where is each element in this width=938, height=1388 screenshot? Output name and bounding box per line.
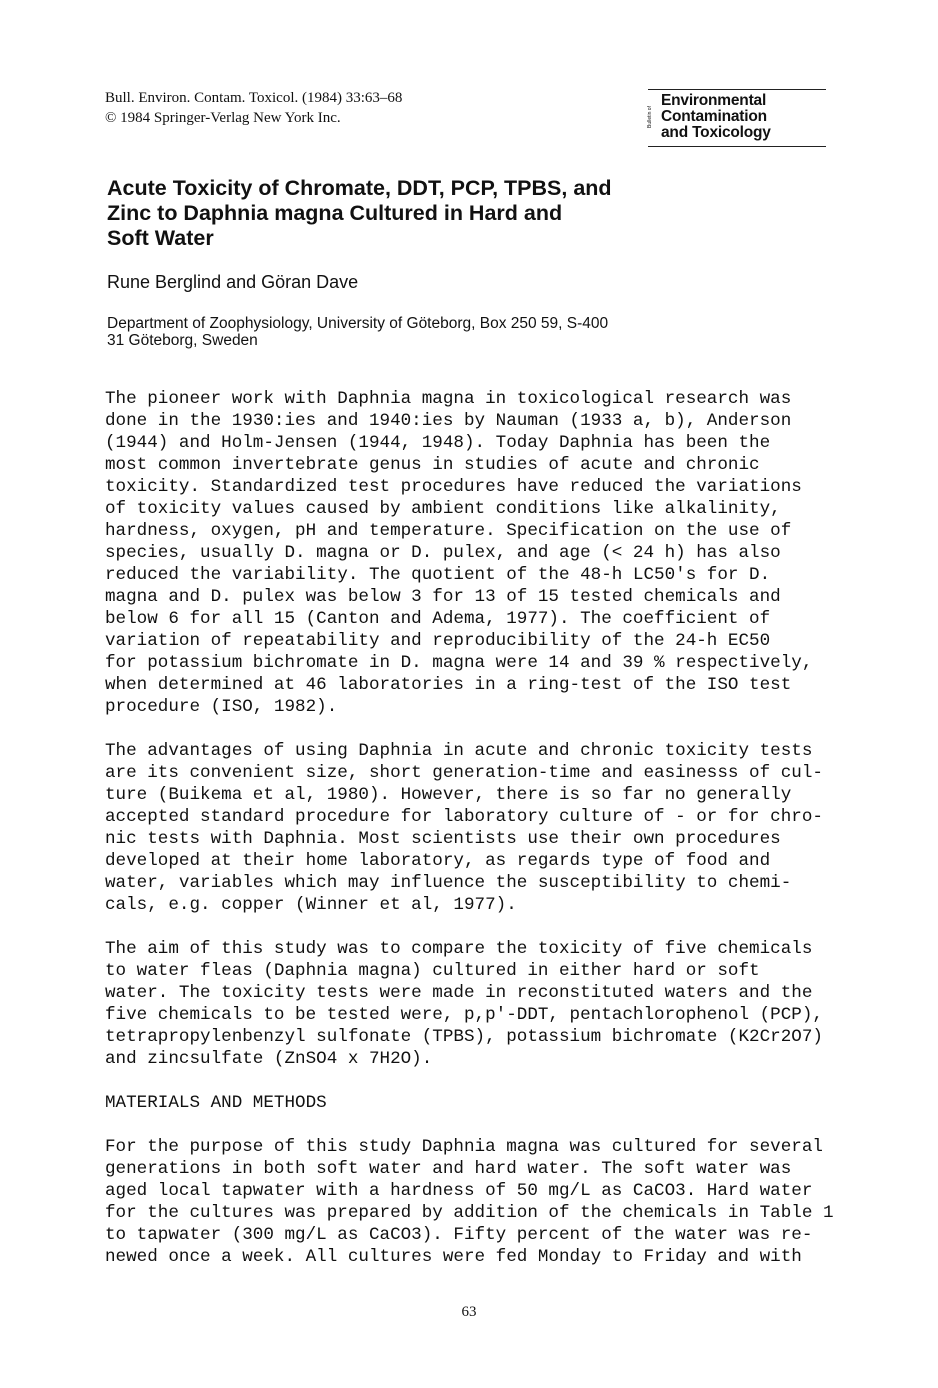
text-line: below 6 for all 15 (Canton and Adema, 1977). The coefficient of: [105, 609, 771, 629]
text-line: to tapwater (300 mg/L as CaCO3). Fifty percent of the water was re-: [105, 1225, 813, 1245]
text-line: for potassium bichromate in D. magna were 14 and 39 % respectively,: [105, 653, 813, 673]
text-line: when determined at 46 laboratories in a ring-test of the ISO test: [105, 675, 792, 695]
article-title: [107, 176, 807, 251]
journal-logo-line-3: and Toxicology: [661, 124, 771, 141]
text-line: The aim of this study was to compare the toxicity of five chemicals: [105, 939, 813, 959]
citation-line-2: © 1984 Springer-Verlag New York Inc.: [105, 110, 341, 126]
journal-logo-text: [661, 93, 771, 141]
text-line: For the purpose of this study Daphnia magna was cultured for several: [105, 1137, 823, 1157]
text-line: (1944) and Holm-Jensen (1944, 1948). Today Daphnia has been the: [105, 433, 771, 453]
text-line: aged local tapwater with a hardness of 50 mg/L as CaCO3. Hard water: [105, 1181, 813, 1201]
affiliation-line-1: Department of Zoophysiology, University of Göteborg, Box 250 59, S-400: [107, 315, 609, 332]
text-line: The advantages of using Daphnia in acute and chronic toxicity tests: [105, 741, 813, 761]
text-line: most common invertebrate genus in studies of acute and chronic: [105, 455, 760, 475]
text-line: five chemicals to be tested were, p,p'-DDT, pentachlorophenol (PCP),: [105, 1005, 823, 1025]
citation-line-1: Bull. Environ. Contam. Toxicol. (1984) 33:63–68: [105, 90, 403, 106]
text-line: are its convenient size, short generation-time and easinesss of cul-: [105, 763, 823, 783]
paragraph-advantages: [105, 740, 865, 916]
text-line: ture (Buikema et al, 1980). However, there is so far no generally: [105, 785, 792, 805]
text-line: toxicity. Standardized test procedures have reduced the variations: [105, 477, 802, 497]
text-line: and zincsulfate (ZnSO4 x 7H2O).: [105, 1049, 433, 1069]
text-line: nic tests with Daphnia. Most scientists use their own procedures: [105, 829, 781, 849]
text-line: magna and D. pulex was below 3 for 13 of 15 tested chemicals and: [105, 587, 781, 607]
paragraph-materials: [105, 1136, 865, 1268]
text-line: cals, e.g. copper (Winner et al, 1977).: [105, 895, 517, 915]
journal-logo-line-2: Contamination: [661, 108, 767, 125]
text-line: accepted standard procedure for laboratory culture of - or for chro-: [105, 807, 823, 827]
text-line: water, variables which may influence the susceptibility to chemi-: [105, 873, 792, 893]
journal-logo: [648, 89, 826, 147]
paragraph-aim: [105, 938, 865, 1070]
article-authors: Rune Berglind and Göran Dave: [107, 272, 359, 292]
paragraph-introduction: [105, 388, 865, 718]
text-line: to water fleas (Daphnia magna) cultured in either hard or soft: [105, 961, 760, 981]
text-line: water. The toxicity tests were made in reconstituted waters and the: [105, 983, 813, 1003]
text-line: developed at their home laboratory, as regards type of food and: [105, 851, 771, 871]
text-line: variation of repeatability and reproducibility of the 24-h EC50: [105, 631, 771, 651]
journal-logo-side-text: Bulletin of: [647, 106, 653, 128]
text-line: newed once a week. All cultures were fed Monday to Friday and with: [105, 1247, 802, 1267]
title-line-3: Soft Water: [107, 226, 214, 250]
text-line: for the cultures was prepared by addition of the chemicals in Table 1: [105, 1203, 834, 1223]
text-line: of toxicity values caused by ambient conditions like alkalinity,: [105, 499, 781, 519]
text-line: tetrapropylenbenzyl sulfonate (TPBS), potassium bichromate (K2Cr2O7): [105, 1027, 823, 1047]
citation-block: [105, 88, 402, 128]
title-line-2: Zinc to Daphnia magna Cultured in Hard and: [107, 201, 563, 225]
text-line: reduced the variability. The quotient of the 48-h LC50's for D.: [105, 565, 771, 585]
text-line: done in the 1930:ies and 1940:ies by Nauman (1933 a, b), Anderson: [105, 411, 792, 431]
author-affiliation: [107, 315, 608, 349]
title-line-1: Acute Toxicity of Chromate, DDT, PCP, TPBS, and: [107, 176, 612, 200]
section-heading-materials-methods: MATERIALS AND METHODS: [105, 1093, 327, 1113]
text-line: procedure (ISO, 1982).: [105, 697, 338, 717]
text-line: hardness, oxygen, pH and temperature. Specification on the use of: [105, 521, 792, 541]
text-line: species, usually D. magna or D. pulex, and age (< 24 h) has also: [105, 543, 781, 563]
journal-logo-line-1: Environmental: [661, 92, 767, 109]
text-line: The pioneer work with Daphnia magna in toxicological research was: [105, 389, 792, 409]
article-body: [105, 388, 865, 1290]
page-number: 63: [461, 1304, 477, 1320]
text-line: generations in both soft water and hard water. The soft water was: [105, 1159, 792, 1179]
affiliation-line-2: 31 Göteborg, Sweden: [107, 332, 258, 349]
